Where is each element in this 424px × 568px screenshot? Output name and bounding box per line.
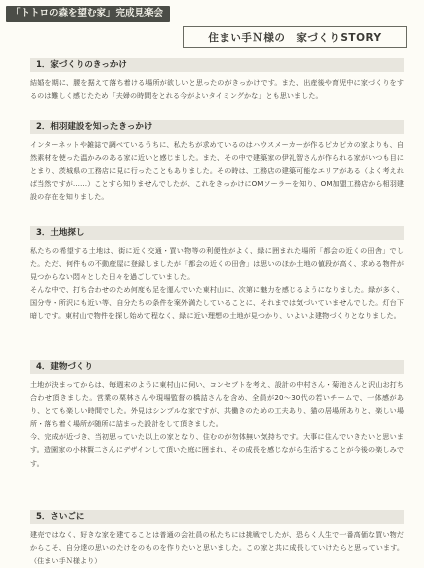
section-paragraph: 私たちの希望する土地は、街に近く交通・買い物等の利便性がよく、緑に囲まれた場所「都会の近くの田舎」でした。ただ、何件もの不動産屋に登録しましたが「都会の近くの田舎」は思いのほか土地の値段が高く、求める物件が見つからない悶々とした日々を過ごしていました。 <box>30 246 404 282</box>
section-paragraph: インターネットや雑誌で調べているうちに、私たちが求めているのはハウスメーカーが作るピカピカの家よりも、自然素材を使った温かみのある家に近いと感じました。また、その中で建築家の伊礼智さんが作られる家がいつも目にとまり、茨城県の工務店に見に行ったこともありました。その時は、工務店の建築可能なエリアがある（よく考えれば当然ですが……）ことすら知りませんでしたが、これをきっかけにOMソーラーを知り、OM加盟工務店から相羽建設の存在を知りました。 <box>30 140 404 202</box>
section-heading: 5．さいごに <box>30 510 404 524</box>
section-paragraph: そんな中で、打ち合わせのため何度も足を運んでいた東村山に、次第に魅力を感じるようになりました。緑が多く、国分寺・所沢にも近い等、自分たちの条件を案外満たしていることに、それまでは気づいていませんでした。灯台下暗しです。東村山で物件を探し始めて程なく、緑に近い理想の土地が見つかり、いよいよ建物づくりとなりました。 <box>30 285 404 321</box>
page-title: 住まい手Ｎ様の 家づくりSTORY <box>183 26 407 48</box>
section-closing <box>30 510 404 567</box>
section-paragraph: 今、完成が近づき、当初思っていた以上の家となり、住むのが勿体無い気持ちです。大事に住んでいきたいと思います。造園家の小林賢二さんにデザインして頂いた庭に囲まれ、その成長を感じながら生活することが今後の楽しみです。 <box>30 432 404 468</box>
section-heading: 3．土地探し <box>30 226 404 240</box>
section-motivation <box>30 58 404 102</box>
event-tag: 「トトロの森を望む家」完成見楽会 <box>6 6 170 22</box>
section-heading: 4．建物づくり <box>30 360 404 374</box>
section-heading: 1．家づくりのきっかけ <box>30 58 404 72</box>
section-paragraph: 建売ではなく、好きな家を建てることは普通の会社員の私たちには挑戦でしたが、恐らく人生で一番高価な買い物だからこそ、自分達の思いのたけをのものを作りたいと思いました。この家と共に成長していけたらと思っています。（住まい手Ｎ様より） <box>30 530 404 566</box>
section-paragraph: 土地が決まってからは、毎週末のように東村山に伺い、コンセプトを考え、設計の中村さん・菊池さんと沢山お打ち合わせ頂きました。営業の栗林さんや現場監督の橋詰さんを含め、全員が20～30代の若いチームで、一体感があり、とても楽しい時間でした。外見はシンプルな家ですが、共働きのための工夫あり、猫の居場所ありと、楽しい場所・落ち着く場所が随所に詰まった設計をして頂きました。 <box>30 380 404 429</box>
section-paragraph: 結婚を期に、腰を据えて落ち着ける場所が欲しいと思ったのがきっかけです。また、出産後や育児中に家づくりをするのは難しく感じたため「夫婦の時間をとれる今がよいタイミングかな」とも思いました。 <box>30 78 404 101</box>
section-building <box>30 360 404 470</box>
section-land-search <box>30 226 404 323</box>
section-heading: 2．相羽建設を知ったきっかけ <box>30 120 404 134</box>
section-discovery <box>30 120 404 203</box>
